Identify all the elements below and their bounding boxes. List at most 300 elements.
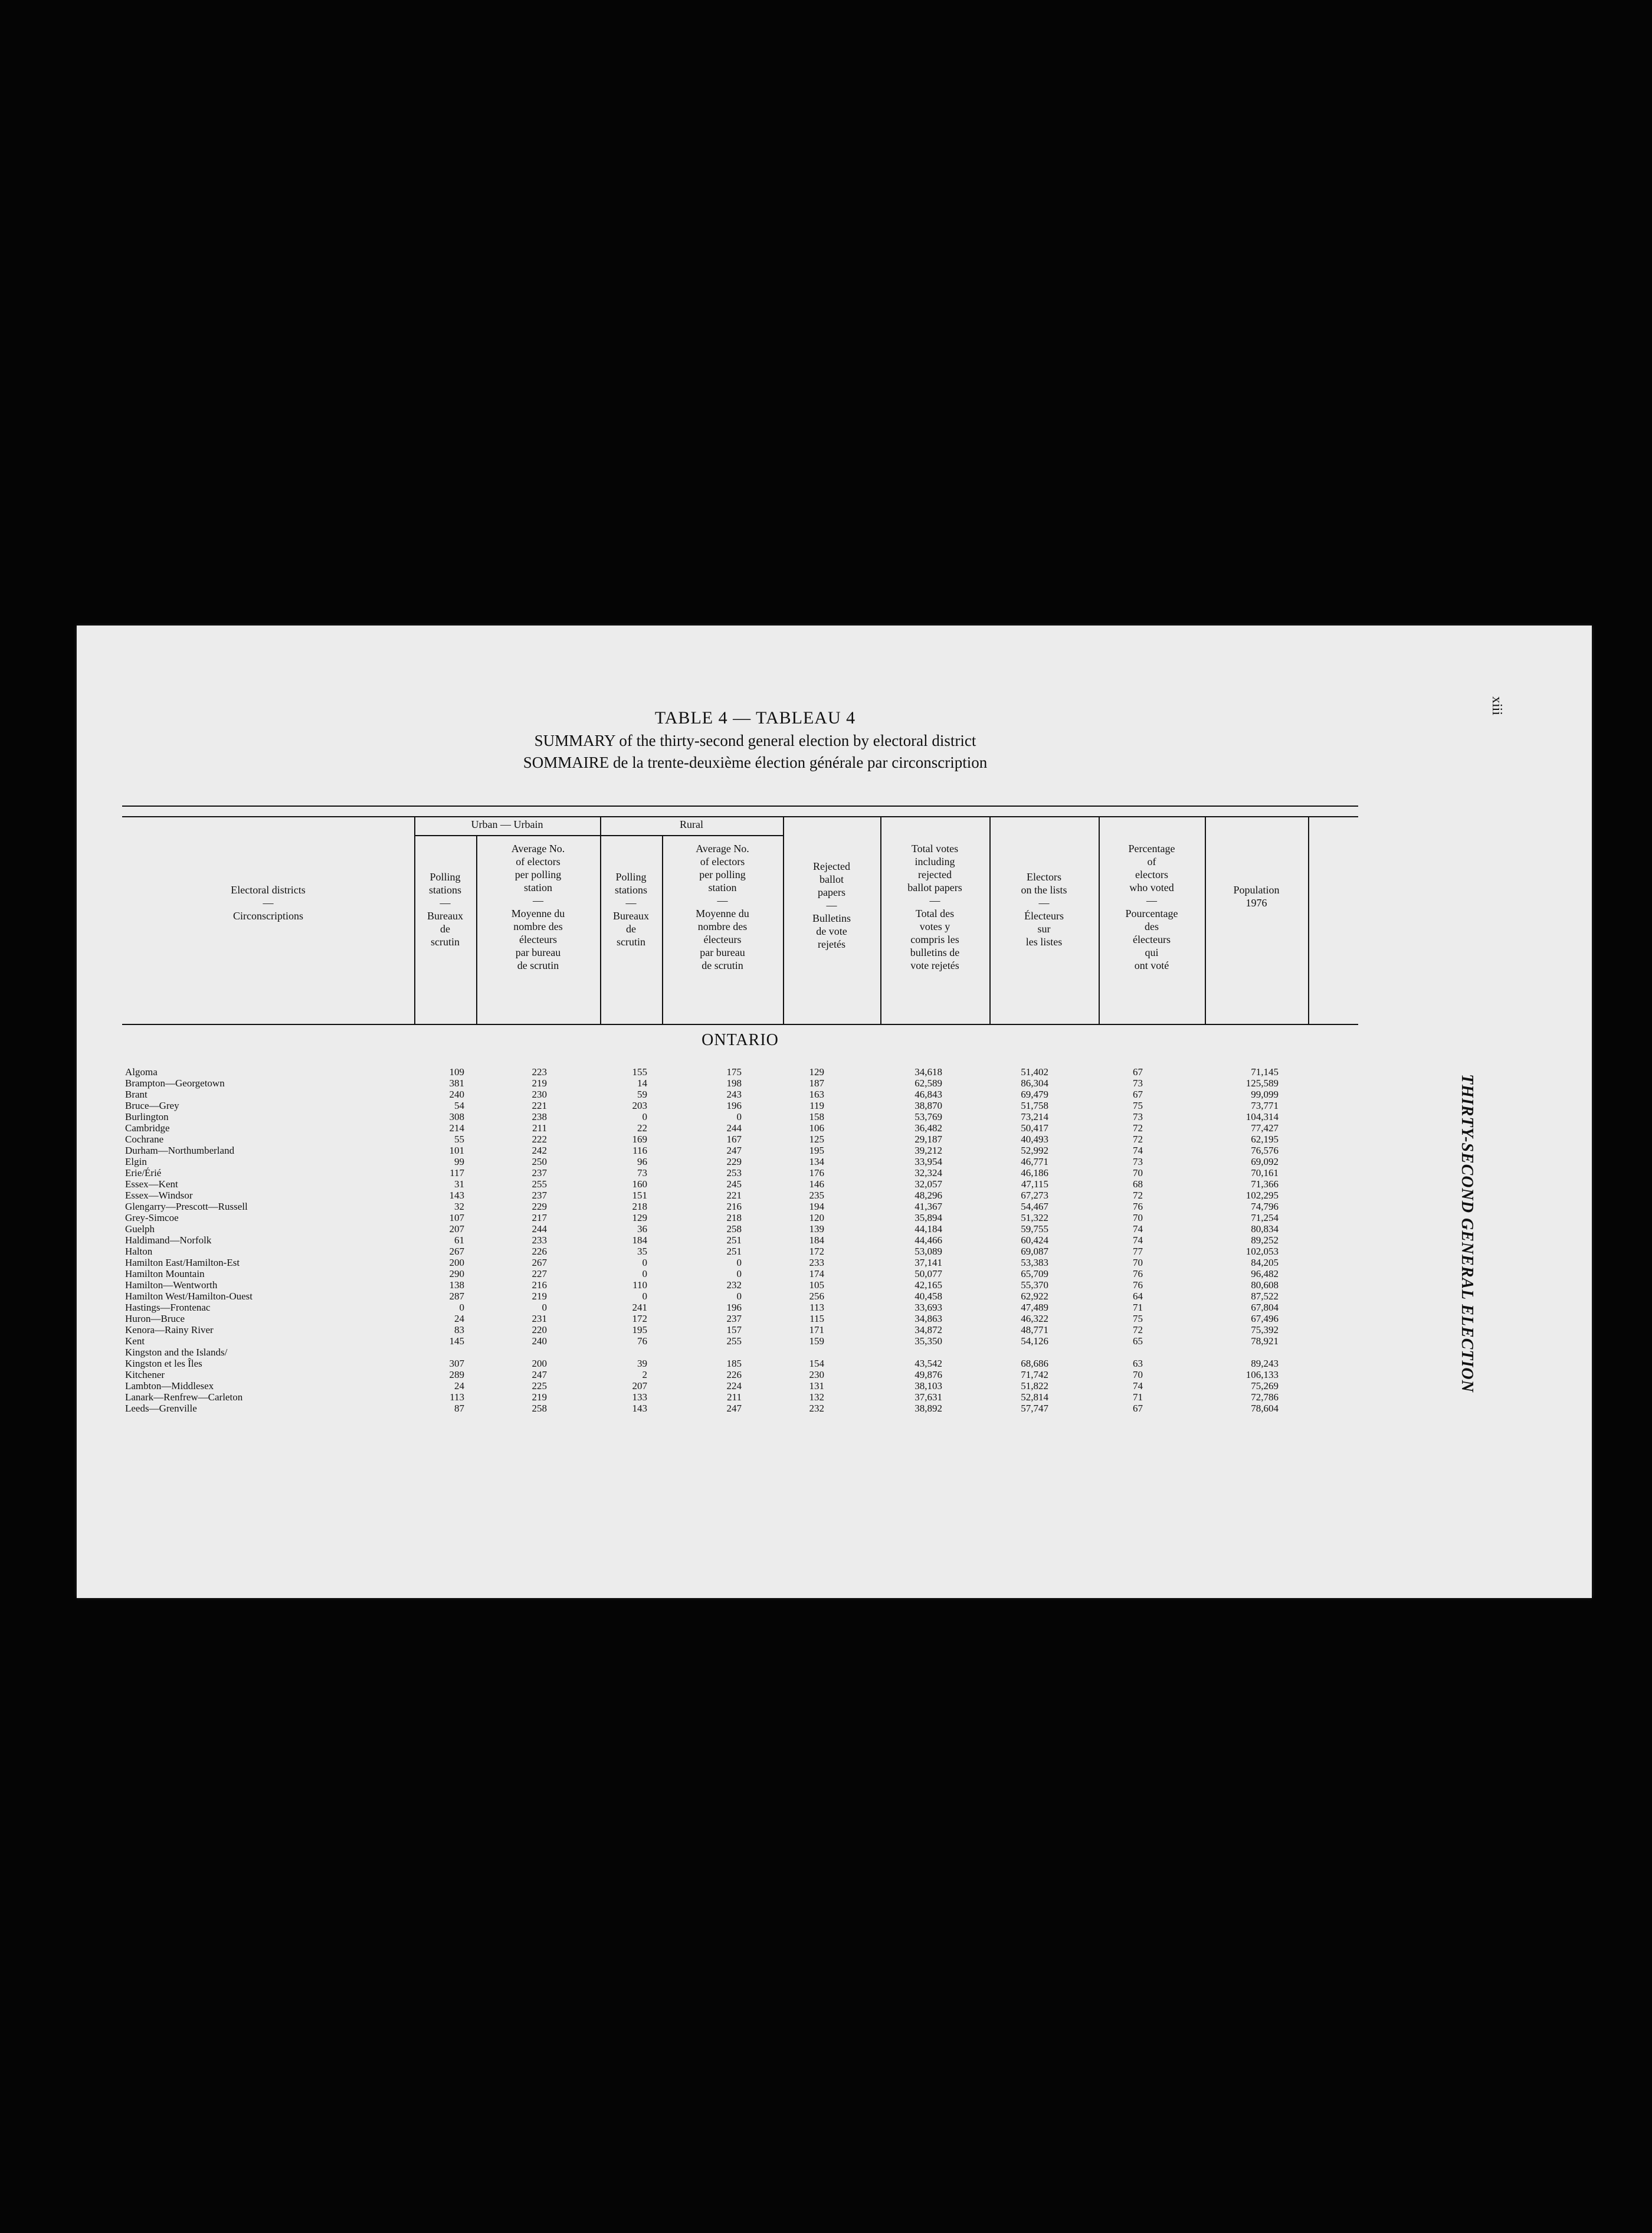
- district-name: Brampton—Georgetown: [125, 1078, 225, 1089]
- district-name: Kenora—Rainy River: [125, 1324, 214, 1335]
- district-name: Hamilton East/Hamilton-Est: [125, 1257, 240, 1268]
- table-cell: 129: [632, 1212, 647, 1223]
- table-cell: 46,843: [914, 1089, 942, 1100]
- table-cell: 145: [449, 1335, 464, 1347]
- header-urban-polling-stations: Polling stations — Bureaux de scrutin: [427, 871, 463, 948]
- table-cell: 219: [532, 1291, 547, 1302]
- table-row: [122, 1134, 1358, 1145]
- table-cell: 242: [532, 1145, 547, 1156]
- district-name: Kitchener: [125, 1369, 165, 1380]
- header-electors-on-lists: Electors on the lists — Électeurs sur les listes: [1021, 871, 1067, 948]
- table-cell: 74: [1133, 1235, 1143, 1246]
- table-cell: 61: [454, 1235, 464, 1246]
- table-cell: 196: [726, 1302, 742, 1313]
- table-cell: 75: [1133, 1100, 1143, 1111]
- table-cell: 258: [726, 1223, 742, 1235]
- table-cell: 67,804: [1251, 1302, 1279, 1313]
- table-cell: 151: [632, 1190, 647, 1201]
- table-row: [122, 1212, 1358, 1223]
- table-cell: 194: [809, 1201, 824, 1212]
- table-row: [122, 1257, 1358, 1268]
- table-cell: 54,467: [1021, 1201, 1048, 1212]
- table-cell: 221: [532, 1100, 547, 1111]
- table-row: [122, 1403, 1358, 1414]
- header-rural-average-electors: Average No. of electors per polling station — Moyenne du nombre des électeurs par bureau de scrutin: [696, 843, 749, 971]
- table-cell: 51,822: [1021, 1380, 1048, 1391]
- table-cell: 172: [632, 1313, 647, 1324]
- table-cell: 287: [449, 1291, 464, 1302]
- table-cell: 74: [1133, 1145, 1143, 1156]
- table-cell: 73,771: [1251, 1100, 1279, 1111]
- table-row: [122, 1100, 1358, 1111]
- table-cell: 218: [632, 1201, 647, 1212]
- table-cell: 38,870: [914, 1100, 942, 1111]
- urban-group-header: Urban — Urbain: [471, 818, 543, 830]
- table-cell: 84,205: [1251, 1257, 1279, 1268]
- table-cell: 87,522: [1251, 1291, 1279, 1302]
- table-cell: 107: [449, 1212, 464, 1223]
- table-cell: 196: [726, 1100, 742, 1111]
- table-cell: 244: [726, 1122, 742, 1134]
- table-cell: 154: [809, 1358, 824, 1369]
- table-cell: 146: [809, 1178, 824, 1190]
- table-row: [122, 1246, 1358, 1257]
- table-row: [122, 1391, 1358, 1403]
- header-rejected-ballots: Rejected ballot papers — Bulletins de vote rejetés: [812, 860, 851, 950]
- table-cell: 229: [726, 1156, 742, 1167]
- table-cell: 247: [726, 1403, 742, 1414]
- table-cell: 163: [809, 1089, 824, 1100]
- table-cell: 237: [726, 1313, 742, 1324]
- table-row: [122, 1279, 1358, 1291]
- table-cell: 219: [532, 1391, 547, 1403]
- table-cell: 226: [726, 1369, 742, 1380]
- district-name: Guelph: [125, 1223, 155, 1235]
- table-cell: 50,077: [914, 1268, 942, 1279]
- table-cell: 185: [726, 1358, 742, 1369]
- table-cell: 230: [809, 1369, 824, 1380]
- table-cell: 35: [637, 1246, 647, 1257]
- table-cell: 245: [726, 1178, 742, 1190]
- table-cell: 65,709: [1021, 1268, 1048, 1279]
- table-cell: 72,786: [1251, 1391, 1279, 1403]
- table-cell: 40,458: [914, 1291, 942, 1302]
- district-name: Bruce—Grey: [125, 1100, 179, 1111]
- table-cell: 0: [542, 1302, 547, 1313]
- table-cell: 113: [809, 1302, 824, 1313]
- table-cell: 67,496: [1251, 1313, 1279, 1324]
- table-cell: 43,542: [914, 1358, 942, 1369]
- table-cell: 195: [809, 1145, 824, 1156]
- table-cell: 54: [454, 1100, 464, 1111]
- district-name: Essex—Kent: [125, 1178, 178, 1190]
- table-cell: 211: [727, 1391, 742, 1403]
- table-cell: 39,212: [914, 1145, 942, 1156]
- table-cell: 0: [736, 1291, 742, 1302]
- table-cell: 49,876: [914, 1369, 942, 1380]
- table-cell: 74: [1133, 1380, 1143, 1391]
- district-name: Leeds—Grenville: [125, 1403, 197, 1414]
- table-cell: 50,417: [1021, 1122, 1048, 1134]
- table-cell: 158: [809, 1111, 824, 1122]
- table-cell: 52,992: [1021, 1145, 1048, 1156]
- table-cell: 64: [1133, 1291, 1143, 1302]
- table-cell: 67: [1133, 1066, 1143, 1078]
- table-cell: 75,392: [1251, 1324, 1279, 1335]
- table-cell: 32,324: [914, 1167, 942, 1178]
- table-cell: 71,366: [1251, 1178, 1279, 1190]
- table-cell: 225: [532, 1380, 547, 1391]
- table-cell: 37,141: [914, 1257, 942, 1268]
- table-cell: 143: [632, 1403, 647, 1414]
- header-rural-polling-stations: Polling stations — Bureaux de scrutin: [613, 871, 649, 948]
- table-cell: 57,747: [1021, 1403, 1048, 1414]
- table-row: [122, 1268, 1358, 1279]
- table-cell: 243: [726, 1089, 742, 1100]
- table-cell: 241: [632, 1302, 647, 1313]
- table-cell: 159: [809, 1335, 824, 1347]
- table-cell: 102,295: [1245, 1190, 1279, 1201]
- table-cell: 70: [1133, 1369, 1143, 1380]
- table-cell: 86,304: [1021, 1078, 1048, 1089]
- table-cell: 51,758: [1021, 1100, 1048, 1111]
- table-cell: 70: [1133, 1167, 1143, 1178]
- table-cell: 105: [809, 1279, 824, 1291]
- table-cell: 219: [532, 1078, 547, 1089]
- table-row: [122, 1167, 1358, 1178]
- district-name: Hamilton—Wentworth: [125, 1279, 218, 1291]
- table-cell: 87: [454, 1403, 464, 1414]
- page-number: xiii: [1489, 696, 1504, 716]
- table-cell: 62,589: [914, 1078, 942, 1089]
- table-cell: 102,053: [1245, 1246, 1279, 1257]
- table-cell: 211: [532, 1122, 547, 1134]
- table-cell: 47,115: [1021, 1178, 1048, 1190]
- table-cell: 251: [726, 1246, 742, 1257]
- table-cell: 99,099: [1251, 1089, 1279, 1100]
- running-side-title: THIRTY-SECOND GENERAL ELECTION: [1458, 1074, 1476, 1393]
- table-cell: 75,269: [1251, 1380, 1279, 1391]
- table-cell: 77: [1133, 1246, 1143, 1257]
- table-cell: 53,769: [914, 1111, 942, 1122]
- table-cell: 24: [454, 1380, 464, 1391]
- table-cell: 187: [809, 1078, 824, 1089]
- table-cell: 247: [532, 1369, 547, 1380]
- table-cell: 251: [726, 1235, 742, 1246]
- table-cell: 381: [449, 1078, 464, 1089]
- table-cell: 106: [809, 1122, 824, 1134]
- table-cell: 307: [449, 1358, 464, 1369]
- table-cell: 40,493: [1021, 1134, 1048, 1145]
- table-row: [122, 1178, 1358, 1190]
- table-cell: 238: [532, 1111, 547, 1122]
- table-cell: 218: [726, 1212, 742, 1223]
- table-row: [122, 1302, 1358, 1313]
- table-cell: 203: [632, 1100, 647, 1111]
- table-cell: 119: [809, 1100, 824, 1111]
- table-cell: 247: [726, 1145, 742, 1156]
- table-cell: 41,367: [914, 1201, 942, 1212]
- table-cell: 83: [454, 1324, 464, 1335]
- district-name: Cochrane: [125, 1134, 164, 1145]
- table-cell: 71,254: [1251, 1212, 1279, 1223]
- table-cell: 133: [632, 1391, 647, 1403]
- table-cell: 55: [454, 1134, 464, 1145]
- table-cell: 65: [1133, 1335, 1143, 1347]
- table-cell: 39: [637, 1358, 647, 1369]
- table-cell: 226: [532, 1246, 547, 1257]
- table-cell: 176: [809, 1167, 824, 1178]
- district-name: Halton: [125, 1246, 153, 1257]
- table-cell: 115: [809, 1313, 824, 1324]
- table-cell: 132: [809, 1391, 824, 1403]
- table-cell: 72: [1133, 1134, 1143, 1145]
- table-cell: 71,145: [1251, 1066, 1279, 1078]
- table-cell: 267: [449, 1246, 464, 1257]
- table-cell: 184: [809, 1235, 824, 1246]
- table-cell: 160: [632, 1178, 647, 1190]
- table-cell: 42,165: [914, 1279, 942, 1291]
- table-cell: 110: [632, 1279, 647, 1291]
- header-population: Population 1976: [1233, 884, 1280, 909]
- table-cell: 73: [1133, 1156, 1143, 1167]
- table-cell: 216: [532, 1279, 547, 1291]
- table-cell: 69,087: [1021, 1246, 1048, 1257]
- table-cell: 72: [1133, 1324, 1143, 1335]
- table-cell: 172: [809, 1246, 824, 1257]
- table-cell: 200: [449, 1257, 464, 1268]
- document-page: [77, 626, 1592, 1598]
- table-cell: 53,089: [914, 1246, 942, 1257]
- table-row: [122, 1111, 1358, 1122]
- table-cell: 22: [637, 1122, 647, 1134]
- table-cell: 80,608: [1251, 1279, 1279, 1291]
- district-name: Kent: [125, 1335, 145, 1347]
- table-cell: 34,863: [914, 1313, 942, 1324]
- table-cell: 131: [809, 1380, 824, 1391]
- table-cell: 99: [454, 1156, 464, 1167]
- table-cell: 59,755: [1021, 1223, 1048, 1235]
- table-cell: 290: [449, 1268, 464, 1279]
- district-name: Elgin: [125, 1156, 147, 1167]
- district-name: Hamilton West/Hamilton-Ouest: [125, 1291, 253, 1302]
- table-cell: 0: [642, 1111, 647, 1122]
- table-cell: 62,922: [1021, 1291, 1048, 1302]
- table-cell: 32: [454, 1201, 464, 1212]
- table-cell: 125: [809, 1134, 824, 1145]
- table-cell: 46,322: [1021, 1313, 1048, 1324]
- table-cell: 31: [454, 1178, 464, 1190]
- table-cell: 134: [809, 1156, 824, 1167]
- table-cell: 217: [532, 1212, 547, 1223]
- table-cell: 139: [809, 1223, 824, 1235]
- table-cell: 250: [532, 1156, 547, 1167]
- table-cell: 0: [642, 1257, 647, 1268]
- table-cell: 220: [532, 1324, 547, 1335]
- table-row: [122, 1078, 1358, 1089]
- table-row: [122, 1223, 1358, 1235]
- table-cell: 233: [532, 1235, 547, 1246]
- table-row: [122, 1347, 1358, 1369]
- table-cell: 255: [726, 1335, 742, 1347]
- table-cell: 256: [809, 1291, 824, 1302]
- district-name: Lanark—Renfrew—Carleton: [125, 1391, 243, 1403]
- table-row: [122, 1369, 1358, 1380]
- table-cell: 117: [450, 1167, 464, 1178]
- table-cell: 143: [449, 1190, 464, 1201]
- table-row: [122, 1335, 1358, 1347]
- table-cell: 70: [1133, 1257, 1143, 1268]
- table-row: [122, 1324, 1358, 1335]
- table-cell: 54,126: [1021, 1335, 1048, 1347]
- table-cell: 184: [632, 1235, 647, 1246]
- table-cell: 0: [736, 1111, 742, 1122]
- district-name: Erie/Érié: [125, 1167, 162, 1178]
- table-cell: 232: [726, 1279, 742, 1291]
- table-cell: 2: [642, 1369, 647, 1380]
- table-cell: 72: [1133, 1122, 1143, 1134]
- table-cell: 195: [632, 1324, 647, 1335]
- table-cell: 237: [532, 1190, 547, 1201]
- table-cell: 36,482: [914, 1122, 942, 1134]
- table-cell: 69,479: [1021, 1089, 1048, 1100]
- table-cell: 235: [809, 1190, 824, 1201]
- table-cell: 207: [632, 1380, 647, 1391]
- table-cell: 52,814: [1021, 1391, 1048, 1403]
- table-cell: 221: [726, 1190, 742, 1201]
- table-cell: 33,693: [914, 1302, 942, 1313]
- table-cell: 104,314: [1245, 1111, 1279, 1122]
- table-titles: [77, 708, 1434, 772]
- table-cell: 44,184: [914, 1223, 942, 1235]
- table-cell: 89,252: [1251, 1235, 1279, 1246]
- district-name: Cambridge: [125, 1122, 170, 1134]
- table-cell: 113: [450, 1391, 464, 1403]
- table-cell: 96,482: [1251, 1268, 1279, 1279]
- table-cell: 138: [449, 1279, 464, 1291]
- table-cell: 77,427: [1251, 1122, 1279, 1134]
- table-cell: 44,466: [914, 1235, 942, 1246]
- district-name: Essex—Windsor: [125, 1190, 193, 1201]
- table-cell: 171: [809, 1324, 824, 1335]
- district-name: Burlington: [125, 1111, 169, 1122]
- table-cell: 240: [449, 1089, 464, 1100]
- table-row: [122, 1201, 1358, 1212]
- table-cell: 47,489: [1021, 1302, 1048, 1313]
- district-name: Huron—Bruce: [125, 1313, 185, 1324]
- table-cell: 34,618: [914, 1066, 942, 1078]
- table-cell: 157: [726, 1324, 742, 1335]
- district-name: Hamilton Mountain: [125, 1268, 205, 1279]
- table-cell: 232: [809, 1403, 824, 1414]
- table-cell: 29,187: [914, 1134, 942, 1145]
- table-row: [122, 1145, 1358, 1156]
- table-cell: 216: [726, 1201, 742, 1212]
- table-cell: 68: [1133, 1178, 1143, 1190]
- table-cell: 80,834: [1251, 1223, 1279, 1235]
- table-cell: 0: [459, 1302, 464, 1313]
- table-cell: 109: [449, 1066, 464, 1078]
- table-cell: 76: [1133, 1268, 1143, 1279]
- district-name: Lambton—Middlesex: [125, 1380, 214, 1391]
- district-name: Glengarry—Prescott—Russell: [125, 1201, 248, 1212]
- table-cell: 35,894: [914, 1212, 942, 1223]
- table-cell: 71: [1133, 1391, 1143, 1403]
- table-cell: 76: [1133, 1201, 1143, 1212]
- table-cell: 76,576: [1251, 1145, 1279, 1156]
- table-cell: 67: [1133, 1089, 1143, 1100]
- summary-french: SOMMAIRE de la trente-deuxième élection générale par circonscription: [523, 754, 988, 771]
- table-cell: 59: [637, 1089, 647, 1100]
- table-cell: 72: [1133, 1190, 1143, 1201]
- table-cell: 74: [1133, 1223, 1143, 1235]
- table-cell: 74,796: [1251, 1201, 1279, 1212]
- table-cell: 200: [532, 1358, 547, 1369]
- table-cell: 308: [449, 1111, 464, 1122]
- table-cell: 229: [532, 1201, 547, 1212]
- table-cell: 255: [532, 1178, 547, 1190]
- table-row: [122, 1380, 1358, 1391]
- table-cell: 224: [726, 1380, 742, 1391]
- table-cell: 198: [726, 1078, 742, 1089]
- table-cell: 70,161: [1251, 1167, 1279, 1178]
- table-row: [122, 1235, 1358, 1246]
- table-cell: 14: [637, 1078, 647, 1089]
- table-cell: 60,424: [1021, 1235, 1048, 1246]
- table-cell: 175: [726, 1066, 742, 1078]
- rural-group-header: Rural: [680, 818, 703, 830]
- table-cell: 230: [532, 1089, 547, 1100]
- table-cell: 223: [532, 1066, 547, 1078]
- table-cell: 101: [449, 1145, 464, 1156]
- table-row: [122, 1089, 1358, 1100]
- table-cell: 116: [632, 1145, 647, 1156]
- table-label: TABLE 4 — TABLEAU 4: [654, 708, 856, 728]
- table-cell: 125,589: [1245, 1078, 1279, 1089]
- table-cell: 46,771: [1021, 1156, 1048, 1167]
- district-name: Grey-Simcoe: [125, 1212, 179, 1223]
- table-cell: 106,133: [1245, 1369, 1279, 1380]
- table-cell: 0: [736, 1268, 742, 1279]
- table-body: [122, 1066, 1358, 1414]
- table-cell: 169: [632, 1134, 647, 1145]
- header-percentage-voted: Percentage of electors who voted — Pourcentage des électeurs qui ont voté: [1125, 843, 1178, 971]
- table-cell: 258: [532, 1403, 547, 1414]
- table-cell: 32,057: [914, 1178, 942, 1190]
- table-cell: 233: [809, 1257, 824, 1268]
- table-cell: 71,742: [1021, 1369, 1048, 1380]
- table-cell: 73: [1133, 1078, 1143, 1089]
- table-cell: 222: [532, 1134, 547, 1145]
- district-name: Algoma: [125, 1066, 158, 1078]
- table-cell: 0: [642, 1291, 647, 1302]
- table-cell: 174: [809, 1268, 824, 1279]
- table-cell: 67: [1133, 1403, 1143, 1414]
- table-cell: 214: [449, 1122, 464, 1134]
- table-cell: 63: [1133, 1358, 1143, 1369]
- table-row: [122, 1190, 1358, 1201]
- district-name: Hastings—Frontenac: [125, 1302, 211, 1313]
- table-cell: 0: [642, 1268, 647, 1279]
- table-cell: 78,921: [1251, 1335, 1279, 1347]
- table-cell: 253: [726, 1167, 742, 1178]
- table-cell: 75: [1133, 1313, 1143, 1324]
- table-cell: 46,186: [1021, 1167, 1048, 1178]
- district-name: Kingston and the Islands/ Kingston et les Îles: [125, 1347, 228, 1369]
- table-cell: 38,103: [914, 1380, 942, 1391]
- table-cell: 37,631: [914, 1391, 942, 1403]
- table-cell: 24: [454, 1313, 464, 1324]
